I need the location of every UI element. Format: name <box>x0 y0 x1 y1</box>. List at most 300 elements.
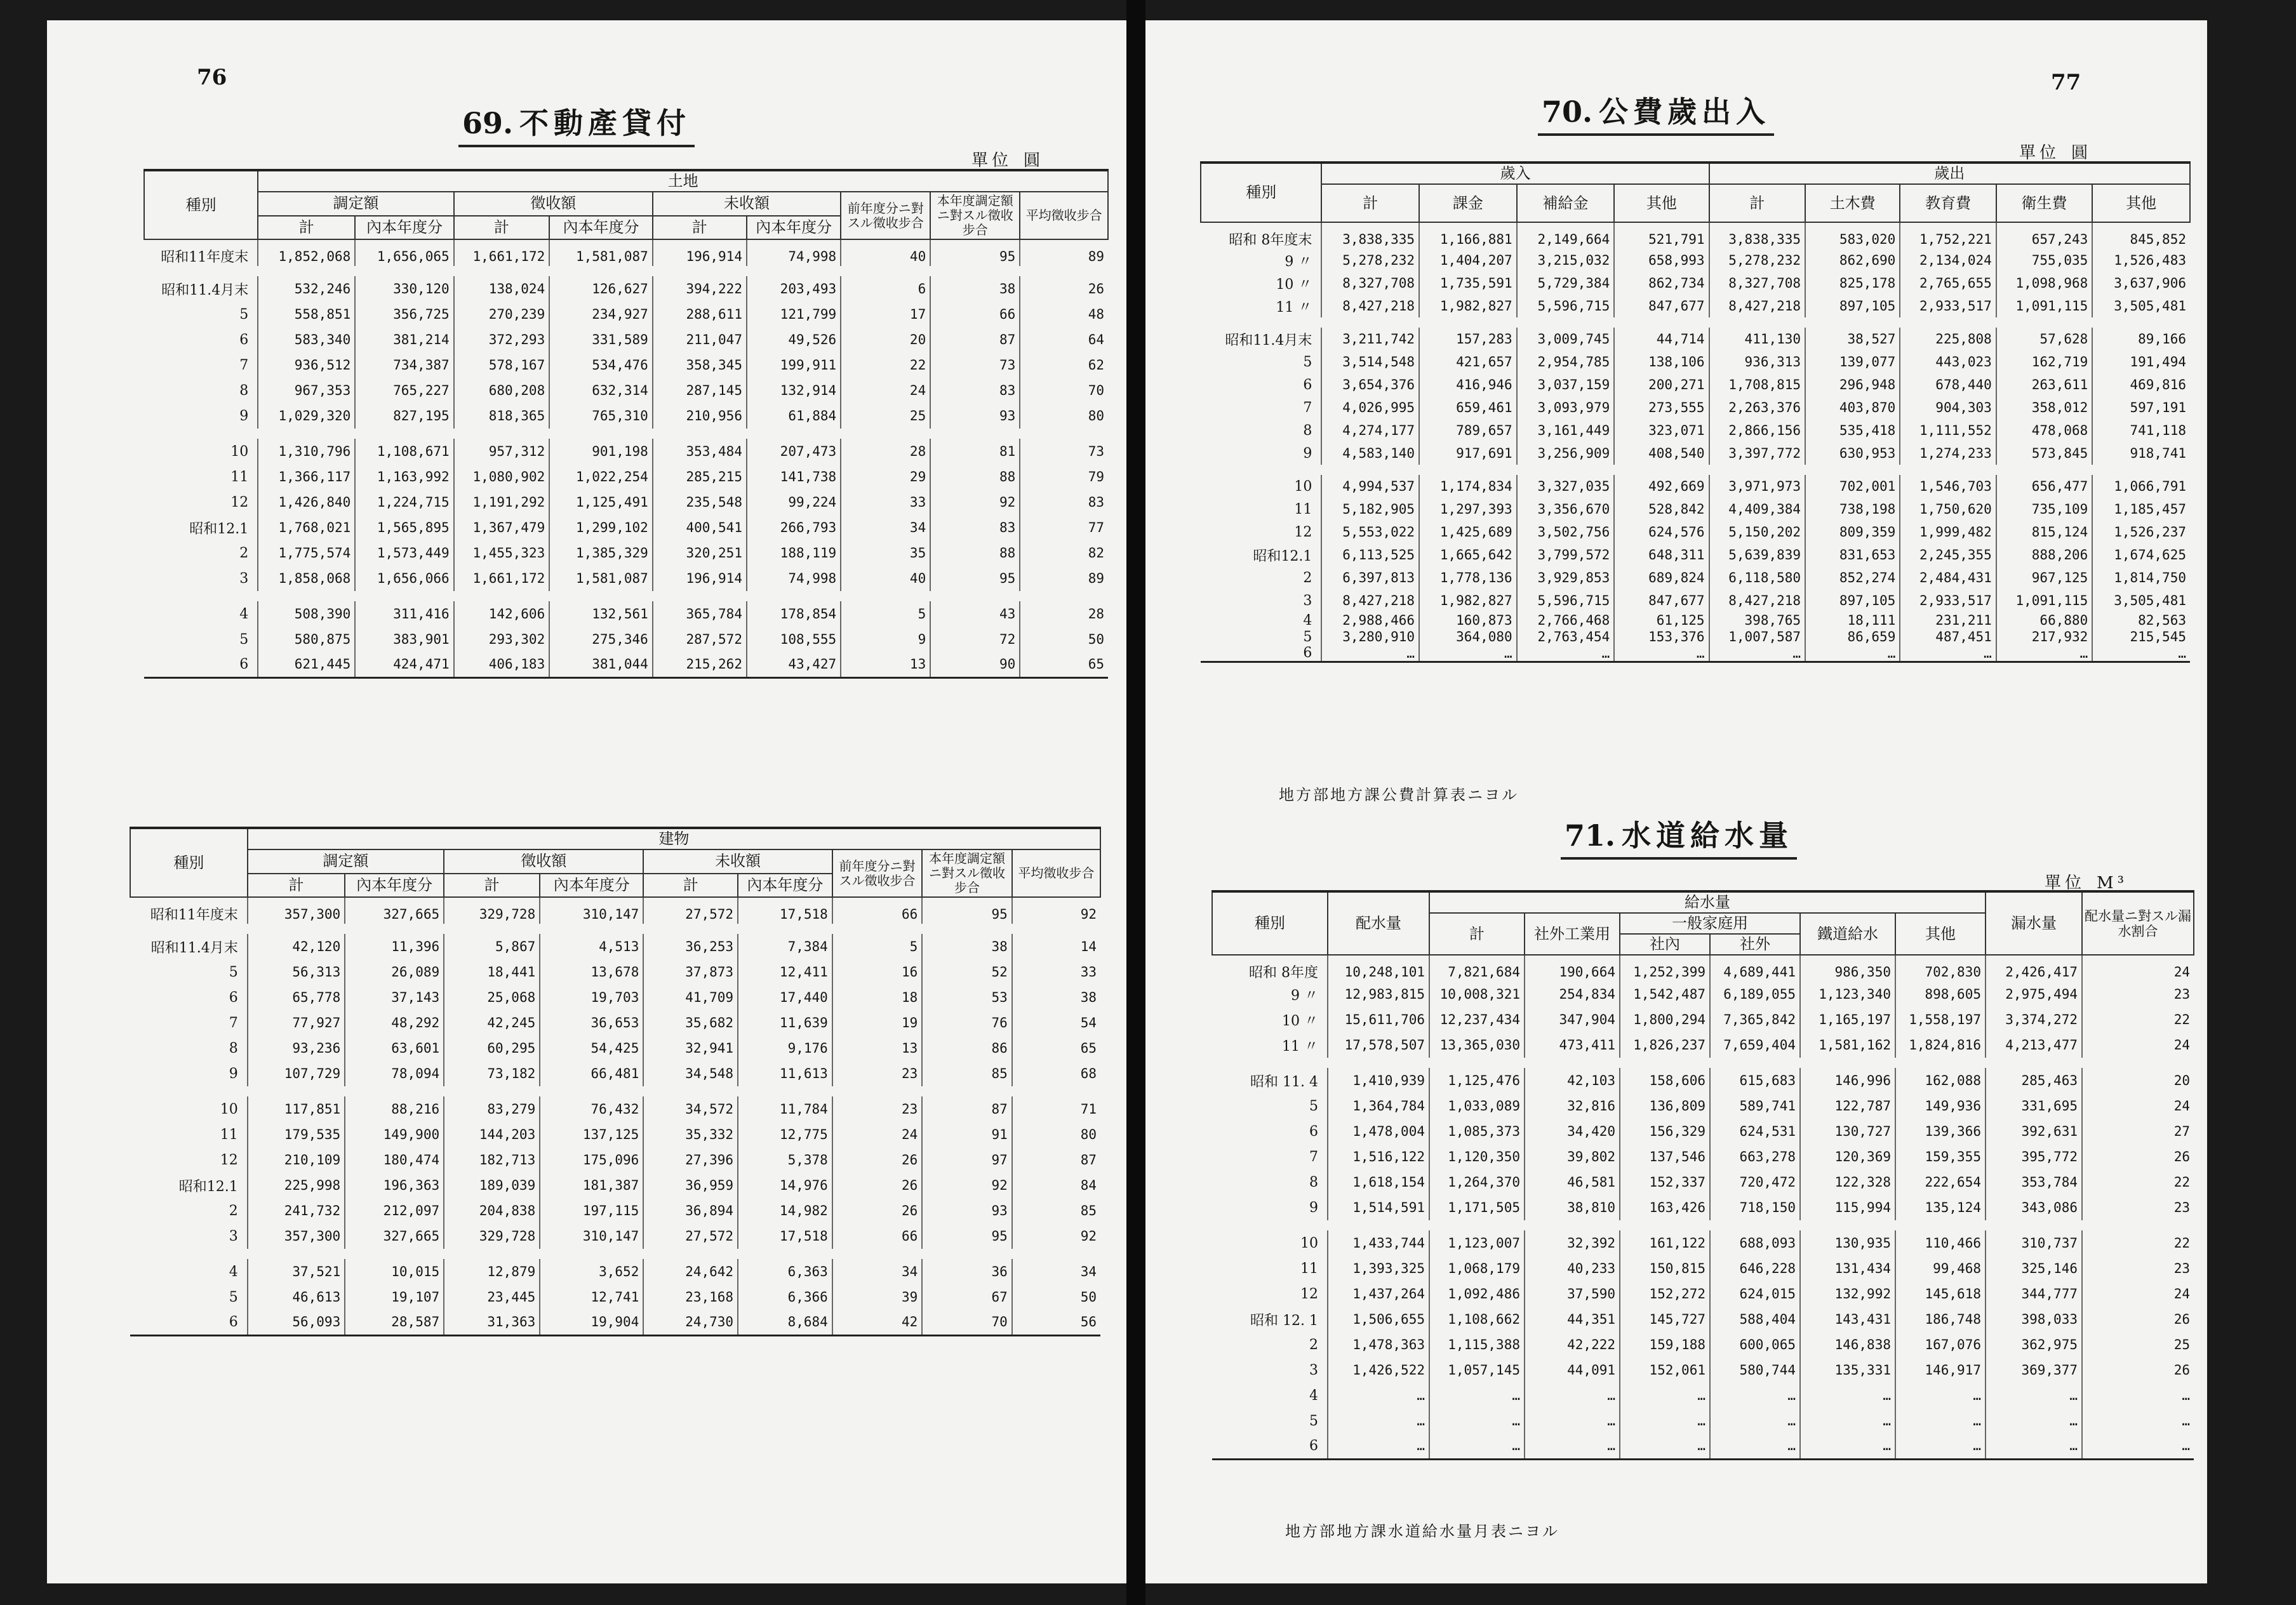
table-row <box>144 352 1108 378</box>
section-label: 建物 <box>248 828 1100 849</box>
row-label: 昭和11.4月末 <box>161 282 249 298</box>
cell: 2,763,454 <box>1517 629 1615 645</box>
cell: 73,182 <box>444 1061 540 1086</box>
cell: 7,659,404 <box>1710 1032 1800 1058</box>
cell: 532,246 <box>258 276 355 302</box>
cell: 26 <box>832 1198 923 1223</box>
cell: 28,587 <box>345 1310 444 1335</box>
cell: 157,283 <box>1419 328 1517 350</box>
cell: 1,404,207 <box>1419 249 1517 272</box>
row-label: 6 <box>130 1310 248 1335</box>
table-row <box>144 327 1108 352</box>
cell: 2,426,417 <box>1986 955 2082 982</box>
cell: 3,637,906 <box>2092 272 2190 295</box>
row-label: 12 <box>220 1152 238 1168</box>
sub-header-total: 計 <box>444 874 540 898</box>
cell: 44,714 <box>1614 328 1709 350</box>
cell: 406,183 <box>454 652 550 677</box>
cell: 3,514,548 <box>1321 350 1419 373</box>
cell: 180,474 <box>345 1147 444 1173</box>
row-label: 昭和11.4月末 <box>1225 332 1312 349</box>
cell: 2,933,517 <box>1900 295 1996 317</box>
cell: 6 <box>841 276 930 302</box>
cell: 10,015 <box>345 1259 444 1284</box>
cell: 825,178 <box>1805 272 1900 295</box>
cell: 225,808 <box>1900 328 1996 350</box>
table-row <box>1201 328 2190 350</box>
cell: 1,367,479 <box>454 515 550 540</box>
cell: 718,150 <box>1710 1195 1800 1220</box>
group-header: 徵收額 <box>454 192 653 216</box>
cell: 85 <box>922 1061 1012 1086</box>
cell: 26 <box>832 1173 923 1198</box>
cell: … <box>1620 1408 1710 1434</box>
row-label: 11 〃 <box>1282 1038 1318 1055</box>
cell: 74,998 <box>747 566 841 591</box>
cell: 93 <box>930 403 1020 429</box>
cell: … <box>1996 645 2092 662</box>
cell: 204,838 <box>444 1198 540 1223</box>
table-row <box>1201 419 2190 442</box>
row-label-header: 種別 <box>144 170 258 239</box>
row-label: 6 <box>239 331 249 348</box>
row-label: 9 <box>1303 445 1312 462</box>
cell: 17,578,507 <box>1328 1032 1429 1058</box>
table-row <box>144 652 1108 677</box>
cell: 1,665,642 <box>1419 543 1517 566</box>
sub-header-current: 內本年度分 <box>738 874 832 898</box>
table-row <box>1212 1383 2194 1408</box>
cell: 231,211 <box>1900 612 1996 629</box>
cell: 310,737 <box>1986 1230 2082 1256</box>
cell: … <box>1895 1383 1986 1408</box>
cell: 478,068 <box>1996 419 2092 442</box>
table-row <box>130 1122 1100 1147</box>
cell: 1,022,254 <box>549 464 653 489</box>
cell: 1,565,895 <box>355 515 453 540</box>
cell: 87 <box>930 327 1020 352</box>
cell: 5,639,839 <box>1709 543 1805 566</box>
cell: 2,954,785 <box>1517 350 1615 373</box>
cell: 42,120 <box>248 934 345 959</box>
cell: 325,146 <box>1986 1256 2082 1281</box>
cell: 24,642 <box>643 1259 738 1284</box>
cell: 1,581,162 <box>1800 1032 1895 1058</box>
cell: 901,198 <box>549 439 653 464</box>
cell: 862,690 <box>1805 249 1900 272</box>
table70-unit <box>2019 140 2092 163</box>
table-row <box>1201 396 2190 419</box>
cell: … <box>2092 645 2190 662</box>
cell: 1,174,834 <box>1419 475 1517 498</box>
section-label: 土地 <box>258 170 1108 192</box>
cell: 589,741 <box>1710 1093 1800 1119</box>
row-label: 3 <box>229 1228 238 1244</box>
table71-number: 71. <box>1565 818 1616 853</box>
cell: 24 <box>2082 1093 2194 1119</box>
cell: 2,134,024 <box>1900 249 1996 272</box>
cell: 73 <box>930 352 1020 378</box>
cell: 159,188 <box>1620 1332 1710 1357</box>
table-row <box>1212 1332 2194 1357</box>
cell: 411,130 <box>1709 328 1805 350</box>
row-label: 11 <box>1300 1260 1318 1277</box>
cell: 66 <box>930 302 1020 327</box>
cell: 5,378 <box>738 1147 832 1173</box>
cell: 809,359 <box>1805 521 1900 543</box>
row-label: 5 <box>239 306 249 323</box>
cell: 19,107 <box>345 1284 444 1310</box>
cell: 1,123,007 <box>1429 1230 1525 1256</box>
ratio-header: 本年度調定額ニ對スル徵收步合 <box>930 192 1020 239</box>
table-row <box>1212 1434 2194 1459</box>
cell: 1,526,483 <box>2092 249 2190 272</box>
cell: 182,713 <box>444 1147 540 1173</box>
cell: 765,310 <box>549 403 653 429</box>
cell: 62 <box>1020 352 1108 378</box>
cell: 4,274,177 <box>1321 419 1419 442</box>
cell: 19 <box>832 1010 923 1036</box>
cell: 212,097 <box>345 1198 444 1223</box>
cell: 92 <box>1012 1223 1100 1249</box>
cell: 4,689,441 <box>1710 955 1800 982</box>
cell: 39,802 <box>1525 1144 1620 1169</box>
table70 <box>1200 161 2191 663</box>
cell: 37,143 <box>345 985 444 1010</box>
cell: 22 <box>2082 1007 2194 1032</box>
sub-header-total: 計 <box>248 874 345 898</box>
cell: 97 <box>922 1147 1012 1173</box>
cell: 1,171,505 <box>1429 1195 1525 1220</box>
cell: 329,728 <box>444 1223 540 1249</box>
cell: 9,176 <box>738 1036 832 1061</box>
cell: 17,440 <box>738 985 832 1010</box>
group-header: 調定額 <box>258 192 453 216</box>
row-label: 9 〃 <box>1285 253 1312 270</box>
cell: 217,932 <box>1996 629 2092 645</box>
cell: 469,816 <box>2092 373 2190 396</box>
row-label: 11 〃 <box>1276 299 1312 316</box>
cell: 331,695 <box>1986 1093 2082 1119</box>
cell: 27,572 <box>643 897 738 924</box>
cell: 34,548 <box>643 1061 738 1086</box>
cell: 26 <box>2082 1357 2194 1383</box>
cell: 44,351 <box>1525 1307 1620 1332</box>
table70-number: 70. <box>1542 95 1593 129</box>
cell: 91 <box>922 1122 1012 1147</box>
cell: 2,765,655 <box>1900 272 1996 295</box>
cell: 189,039 <box>444 1173 540 1198</box>
cell: 1,858,068 <box>258 566 355 591</box>
row-label: 7 <box>229 1015 238 1031</box>
cell: 1,750,620 <box>1900 498 1996 521</box>
cell: 32,941 <box>643 1036 738 1061</box>
cell: 40 <box>841 566 930 591</box>
cell: 52 <box>922 959 1012 985</box>
cell: 657,243 <box>1996 222 2092 249</box>
cell: 381,214 <box>355 327 453 352</box>
cell: 320,251 <box>653 540 747 566</box>
cell: 210,109 <box>248 1147 345 1173</box>
cell: 44,091 <box>1525 1357 1620 1383</box>
cell: 1,516,122 <box>1328 1144 1429 1169</box>
row-label: 6 <box>1201 645 1321 662</box>
cell: … <box>2082 1383 2194 1408</box>
cell: 1,111,552 <box>1900 419 1996 442</box>
cell: 296,948 <box>1805 373 1900 396</box>
cell: 702,001 <box>1805 475 1900 498</box>
cell: 1,366,117 <box>258 464 355 489</box>
cell: 23,168 <box>643 1284 738 1310</box>
cell: 827,195 <box>355 403 453 429</box>
cell: 120,369 <box>1800 1144 1895 1169</box>
cell: 93,236 <box>248 1036 345 1061</box>
cell: 50 <box>1020 627 1108 652</box>
cell: 137,125 <box>540 1122 643 1147</box>
cell: 1,364,784 <box>1328 1093 1429 1119</box>
cell: 64 <box>1020 327 1108 352</box>
cell: 12,879 <box>444 1259 540 1284</box>
cell: 135,124 <box>1895 1195 1986 1220</box>
expend-col-header: 教育費 <box>1900 184 1996 222</box>
cell: 144,203 <box>444 1122 540 1147</box>
leakage-ratio-header: 配水量ニ對スル漏水割合 <box>2082 891 2194 955</box>
cell: 10,008,321 <box>1429 982 1525 1007</box>
cell: 23 <box>832 1096 923 1122</box>
cell: 1,514,591 <box>1328 1195 1429 1220</box>
cell: 356,725 <box>355 302 453 327</box>
cell: 383,901 <box>355 627 453 652</box>
cell: 88 <box>930 464 1020 489</box>
cell: 392,631 <box>1986 1119 2082 1144</box>
cell: 146,838 <box>1800 1332 1895 1357</box>
cell: 82,563 <box>2092 612 2190 629</box>
cell: 197,115 <box>540 1198 643 1223</box>
cell: 4,409,384 <box>1709 498 1805 521</box>
cell: 77,927 <box>248 1010 345 1036</box>
cell: 161,122 <box>1620 1230 1710 1256</box>
cell: 4,513 <box>540 934 643 959</box>
right-page <box>1145 20 2207 1583</box>
cell: 11,613 <box>738 1061 832 1086</box>
cell: 48,292 <box>345 1010 444 1036</box>
cell: 211,047 <box>653 327 747 352</box>
cell: 2,263,376 <box>1709 396 1805 419</box>
row-label-header: 種別 <box>130 828 248 897</box>
cell: 82 <box>1020 540 1108 566</box>
cell: 831,653 <box>1805 543 1900 566</box>
cell: 5,278,232 <box>1709 249 1805 272</box>
cell: 3,037,159 <box>1517 373 1615 396</box>
cell: 27,572 <box>643 1223 738 1249</box>
income-col-header: 計 <box>1321 184 1419 222</box>
ratio-header: 前年度分ニ對スル徵收步合 <box>841 192 930 239</box>
cell: 898,605 <box>1895 982 1986 1007</box>
cell: 1,752,221 <box>1900 222 1996 249</box>
cell: 3,799,572 <box>1517 543 1615 566</box>
cell: 38,810 <box>1525 1195 1620 1220</box>
cell: 77 <box>1020 515 1108 540</box>
cell: 398,033 <box>1986 1307 2082 1332</box>
cell: 83 <box>1020 489 1108 515</box>
cell: 11,639 <box>738 1010 832 1036</box>
cell: 369,377 <box>1986 1357 2082 1383</box>
cell: 580,875 <box>258 627 355 652</box>
cell: 5,182,905 <box>1321 498 1419 521</box>
cell: 76,432 <box>540 1096 643 1122</box>
cell: 600,065 <box>1710 1332 1800 1357</box>
cell: 487,451 <box>1900 629 1996 645</box>
cell: 138,024 <box>454 276 550 302</box>
cell: 122,328 <box>1800 1169 1895 1195</box>
cell: 678,440 <box>1900 373 1996 396</box>
cell: 5,596,715 <box>1517 295 1615 317</box>
cell: 755,035 <box>1996 249 2092 272</box>
cell: 132,992 <box>1800 1281 1895 1307</box>
cell: 1,814,750 <box>2092 566 2190 589</box>
cell: 535,418 <box>1805 419 1900 442</box>
cell: 26,089 <box>345 959 444 985</box>
cell: 3,327,035 <box>1517 475 1615 498</box>
cell: … <box>1895 1408 1986 1434</box>
cell: 4,994,537 <box>1321 475 1419 498</box>
cell: 621,445 <box>258 652 355 677</box>
cell: … <box>1800 1408 1895 1434</box>
cell: 23 <box>832 1061 923 1086</box>
cell: 3,009,745 <box>1517 328 1615 350</box>
cell: 95 <box>930 239 1020 266</box>
table-row <box>130 897 1100 924</box>
cell: 149,900 <box>345 1122 444 1147</box>
cell: 74,998 <box>747 239 841 266</box>
sub-header-total: 計 <box>643 874 738 898</box>
cell: 8,427,218 <box>1321 589 1419 612</box>
cell: 70 <box>922 1310 1012 1335</box>
cell: 8,684 <box>738 1310 832 1335</box>
cell: … <box>1710 1383 1800 1408</box>
row-label: 12 <box>1294 524 1312 540</box>
cell: 632,314 <box>549 378 653 403</box>
cell: 57,628 <box>1996 328 2092 350</box>
expend-col-header: 土木費 <box>1805 184 1900 222</box>
cell: 132,561 <box>549 601 653 627</box>
cell: 1,800,294 <box>1620 1007 1710 1032</box>
cell: 3,093,979 <box>1517 396 1615 419</box>
cell: 1,092,486 <box>1429 1281 1525 1307</box>
cell: 18,441 <box>444 959 540 985</box>
cell: 190,664 <box>1525 955 1620 982</box>
cell: … <box>1709 645 1805 662</box>
table-row <box>1201 442 2190 465</box>
cell: 83,279 <box>444 1096 540 1122</box>
cell: 1,426,840 <box>258 489 355 515</box>
cell: 29 <box>841 464 930 489</box>
cell: 5 <box>841 601 930 627</box>
cell: 1,068,179 <box>1429 1256 1525 1281</box>
cell: 1,982,827 <box>1419 295 1517 317</box>
cell: … <box>1525 1434 1620 1459</box>
cell: 3,971,973 <box>1709 475 1805 498</box>
cell: 143,431 <box>1800 1307 1895 1332</box>
cell: 630,953 <box>1805 442 1900 465</box>
cell: 26 <box>1020 276 1108 302</box>
cell: 66,481 <box>540 1061 643 1086</box>
cell: … <box>1321 645 1419 662</box>
cell: 235,548 <box>653 489 747 515</box>
cell: 60,295 <box>444 1036 540 1061</box>
cell: 33 <box>1012 959 1100 985</box>
cell: 117,851 <box>248 1096 345 1122</box>
row-label: 昭和11.4月末 <box>150 940 238 956</box>
cell: … <box>1517 645 1615 662</box>
cell: 79 <box>1020 464 1108 489</box>
row-label: 6 <box>144 652 258 677</box>
table70-source: 地方部地方課公費計算表ニヨル <box>1279 786 1519 804</box>
cell: 19,703 <box>540 985 643 1010</box>
cell: … <box>1328 1383 1429 1408</box>
cell: 917,691 <box>1419 442 1517 465</box>
cell: 87 <box>922 1096 1012 1122</box>
expend-header: 歲出 <box>1709 163 2190 184</box>
cell: 23 <box>2082 1256 2194 1281</box>
cell: 4,583,140 <box>1321 442 1419 465</box>
cell: 32,816 <box>1525 1093 1620 1119</box>
cell: 588,404 <box>1710 1307 1800 1332</box>
cell: 580,744 <box>1710 1357 1800 1383</box>
cell: 179,535 <box>248 1122 345 1147</box>
cell: 1,656,066 <box>355 566 453 591</box>
cell: 199,911 <box>747 352 841 378</box>
cell: 1,185,457 <box>2092 498 2190 521</box>
cell: 285,215 <box>653 464 747 489</box>
cell: 11,784 <box>738 1096 832 1122</box>
cell: 95 <box>930 566 1020 591</box>
cell: 34,572 <box>643 1096 738 1122</box>
row-label: 4 <box>1309 1387 1318 1404</box>
table-row <box>1212 1007 2194 1032</box>
cell: 1,546,703 <box>1900 475 1996 498</box>
cell: 1,656,065 <box>355 239 453 266</box>
row-label: 昭和 11. 4 <box>1250 1074 1318 1090</box>
cell: 9 <box>841 627 930 652</box>
row-label: 昭和 8年度 <box>1249 965 1318 981</box>
cell: 107,729 <box>248 1061 345 1086</box>
cell: 48 <box>1020 302 1108 327</box>
row-label: 8 <box>1309 1174 1318 1190</box>
table-row <box>130 1284 1100 1310</box>
cell: 68 <box>1012 1061 1100 1086</box>
cell: 38 <box>930 276 1020 302</box>
cell: 3,654,376 <box>1321 373 1419 396</box>
cell: 741,118 <box>2092 419 2190 442</box>
cell: 273,555 <box>1614 396 1709 419</box>
table-row <box>130 1223 1100 1249</box>
row-label: 5 <box>239 631 249 648</box>
cell: 1,661,172 <box>454 566 550 591</box>
cell: 36,959 <box>643 1173 738 1198</box>
cell: 210,956 <box>653 403 747 429</box>
cell: 6,366 <box>738 1284 832 1310</box>
row-label: 5 <box>1309 1413 1318 1429</box>
table-row <box>1212 1195 2194 1220</box>
income-header: 歲入 <box>1321 163 1709 184</box>
cell: 46,581 <box>1525 1169 1620 1195</box>
income-col-header: 課金 <box>1419 184 1517 222</box>
cell: 1,385,329 <box>549 540 653 566</box>
row-label: 10 〃 <box>1282 1013 1318 1029</box>
cell: 54 <box>1012 1010 1100 1036</box>
row-label: 4 <box>239 606 249 622</box>
